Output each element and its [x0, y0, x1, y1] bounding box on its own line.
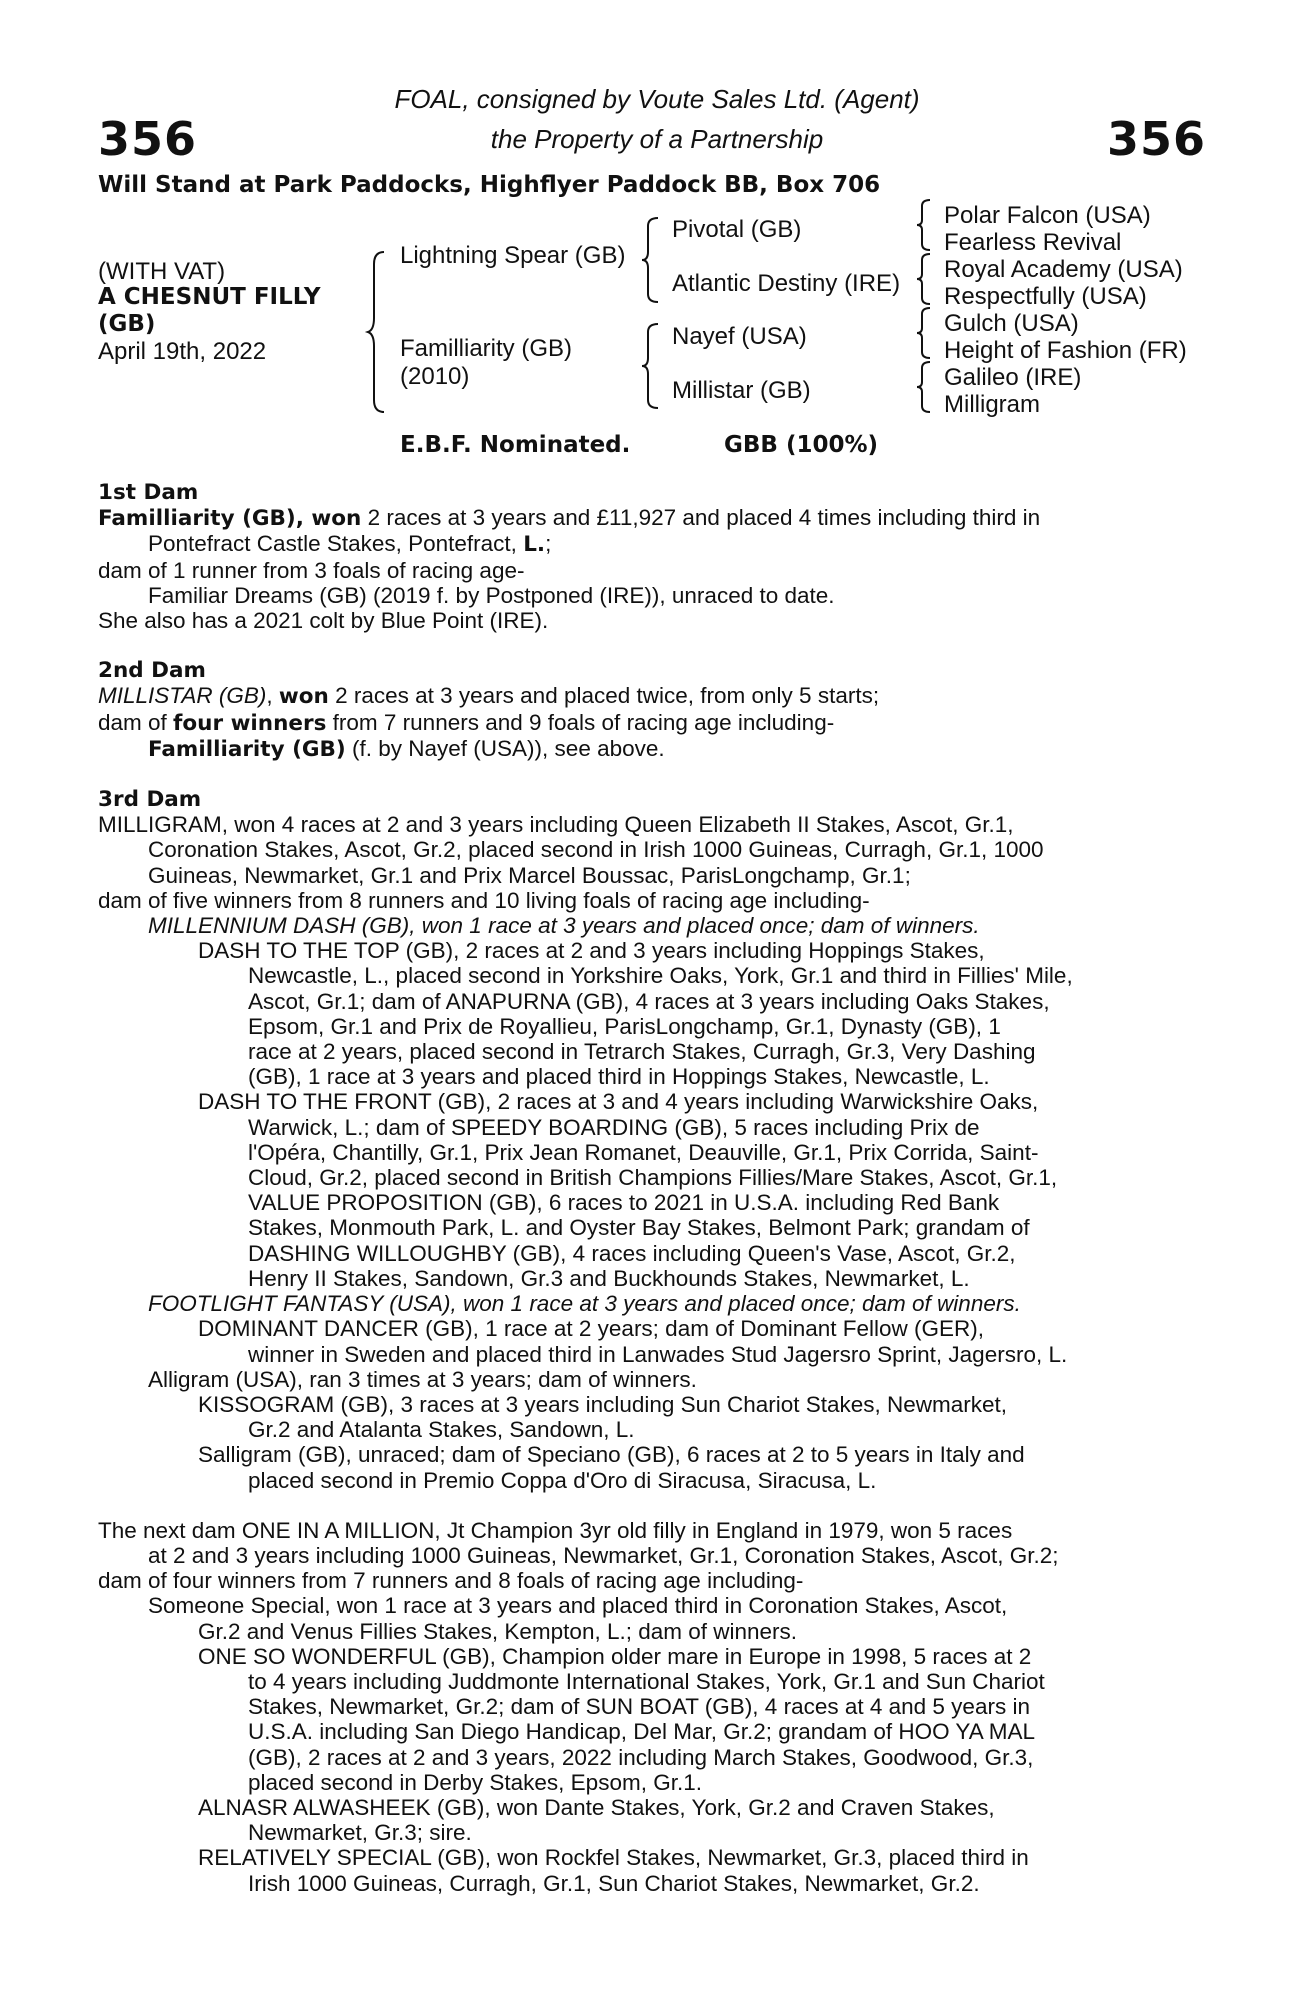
property-line: the Property of a Partnership	[490, 124, 824, 154]
pedigree-sss: Polar Falcon (USA)	[944, 202, 1151, 229]
next-dam-line: Someone Special, won 1 race at 3 years and placed third in Coronation Stakes, Ascot,	[148, 1593, 1008, 1619]
lot-number-right: 356	[1106, 112, 1206, 166]
third-dam-line: Warwick, L.; dam of SPEEDY BOARDING (GB), 5 races including Prix de	[248, 1114, 980, 1140]
pedigree-sire-dam: Atlantic Destiny (IRE)	[672, 270, 901, 297]
next-dam-line: Stakes, Newmarket, Gr.2; dam of SUN BOAT (GB), 4 races at 4 and 5 years in	[248, 1694, 1030, 1720]
pedigree-ssd: Fearless Revival	[944, 229, 1122, 256]
pedigree-dam: Familliarity (GB)	[400, 335, 572, 362]
next-dam-line: placed second in Derby Stakes, Epsom, Gr.1.	[248, 1769, 702, 1795]
pedigree-bracket-2b	[644, 324, 664, 408]
pedigree-sire-sire: Pivotal (GB)	[672, 216, 802, 243]
pedigree-dds: Galileo (IRE)	[944, 364, 1082, 391]
first-dam-line-3: dam of 1 runner from 3 foals of racing age-	[98, 557, 525, 583]
third-dam-line: l'Opéra, Chantilly, Gr.1, Prix Jean Romanet, Deauville, Gr.1, Prix Corrida, Saint-	[248, 1139, 1039, 1165]
pedigree-sds: Royal Academy (USA)	[944, 256, 1183, 283]
third-dam-line: Henry II Stakes, Sandown, Gr.3 and Buckhounds Stakes, Newmarket, L.	[248, 1265, 970, 1291]
third-dam-line: MILLIGRAM, won 4 races at 2 and 3 years including Queen Elizabeth II Stakes, Ascot, Gr.1,	[98, 812, 1014, 838]
pedigree-sire: Lightning Spear (GB)	[400, 242, 626, 269]
pedigree-dsd: Height of Fashion (FR)	[944, 337, 1187, 364]
third-dam-line: Cloud, Gr.2, placed second in British Champions Fillies/Mare Stakes, Ascot, Gr.1,	[248, 1165, 1058, 1191]
second-dam-line-2: dam of four winners from 7 runners and 9 foals of racing age including-	[98, 709, 835, 736]
pedigree-bracket-1	[370, 252, 390, 412]
foaling-date: April 19th, 2022	[98, 338, 267, 365]
third-dam-line: FOOTLIGHT FANTASY (USA), won 1 race at 3 years and placed once; dam of winners.	[148, 1291, 1021, 1317]
consignment-line: FOAL, consigned by Voute Sales Ltd. (Agent)	[394, 84, 920, 114]
produce-record	[98, 480, 1208, 1896]
pedigree-dss: Gulch (USA)	[944, 310, 1079, 337]
third-dam-line: Salligram (GB), unraced; dam of Speciano (GB), 6 races at 2 to 5 years in Italy and	[198, 1442, 1025, 1468]
third-dam-line: dam of five winners from 8 runners and 10 living foals of racing age including-	[98, 887, 870, 913]
third-dam-line: DOMINANT DANCER (GB), 1 race at 2 years; dam of Dominant Fellow (GER),	[198, 1316, 985, 1342]
pedigree-ddd: Milligram	[944, 391, 1040, 418]
next-dam-line: dam of four winners from 7 runners and 8 foals of racing age including-	[98, 1568, 804, 1594]
pedigree-bracket-3d	[918, 362, 936, 412]
next-dam-line: ONE SO WONDERFUL (GB), Champion older mare in Europe in 1998, 5 races at 2	[198, 1643, 1032, 1669]
third-dam-line: Coronation Stakes, Ascot, Gr.2, placed second in Irish 1000 Guineas, Curragh, Gr.1, 1000	[148, 837, 1044, 863]
third-dam-line: Ascot, Gr.1; dam of ANAPURNA (GB), 4 races at 3 years including Oaks Stakes,	[248, 988, 1050, 1014]
pedigree-dam-sire: Nayef (USA)	[672, 323, 807, 350]
first-dam-line-5: She also has a 2021 colt by Blue Point (IRE).	[98, 608, 549, 634]
stand-location: Will Stand at Park Paddocks, Highflyer Paddock BB, Box 706	[98, 172, 881, 198]
third-dam-line: DASH TO THE TOP (GB), 2 races at 2 and 3 years including Hoppings Stakes,	[198, 938, 985, 964]
third-dam-line: DASH TO THE FRONT (GB), 2 races at 3 and 4 years including Warwickshire Oaks,	[198, 1089, 1039, 1115]
third-dam-line: race at 2 years, placed second in Tetrarch Stakes, Curragh, Gr.3, Very Dashing	[248, 1039, 1036, 1065]
third-dam-heading: 3rd Dam	[98, 787, 202, 813]
next-dam-line: The next dam ONE IN A MILLION, Jt Champion 3yr old filly in England in 1979, won 5 races	[98, 1517, 1013, 1543]
second-dam-line-1: MILLISTAR (GB), won 2 races at 3 years and placed twice, from only 5 starts;	[98, 683, 880, 710]
horse-name-country: (GB)	[98, 311, 156, 337]
next-dam-line: (GB), 2 races at 2 and 3 years, 2022 including March Stakes, Goodwood, Gr.3,	[248, 1744, 1034, 1770]
third-dam-line: VALUE PROPOSITION (GB), 6 races to 2021 in U.S.A. including Red Bank	[248, 1190, 1000, 1216]
third-dam-line: DASHING WILLOUGHBY (GB), 4 races including Queen's Vase, Ascot, Gr.2,	[248, 1240, 1016, 1266]
pedigree-bracket-3b	[918, 254, 936, 304]
third-dam-line: (GB), 1 race at 3 years and placed third in Hoppings Stakes, Newcastle, L.	[248, 1064, 990, 1090]
pedigree-bracket-3c	[918, 308, 936, 358]
vat-label: (WITH VAT)	[98, 258, 226, 285]
first-dam-line-1: Familliarity (GB), won 2 races at 3 years and £11,927 and placed 4 times including third in	[98, 505, 1041, 532]
next-dam-line: RELATIVELY SPECIAL (GB), won Rockfel Stakes, Newmarket, Gr.3, placed third in	[198, 1845, 1029, 1871]
first-dam-heading: 1st Dam	[98, 480, 199, 505]
ebf-note: E.B.F. Nominated.	[400, 432, 631, 458]
second-dam-heading: 2nd Dam	[98, 658, 206, 684]
second-dam-line-3: Familliarity (GB) (f. by Nayef (USA)), see above.	[148, 735, 665, 762]
lot-number-left: 356	[98, 112, 198, 166]
pedigree-bracket-3a	[918, 200, 936, 250]
horse-name: A CHESNUT FILLY	[98, 284, 321, 310]
pedigree-dam-dam: Millistar (GB)	[672, 377, 811, 404]
third-dam-line: Gr.2 and Atalanta Stakes, Sandown, L.	[248, 1417, 635, 1443]
next-dam-line: at 2 and 3 years including 1000 Guineas, Newmarket, Gr.1, Coronation Stakes, Ascot, Gr.2;	[148, 1542, 1059, 1568]
next-dam-line: Gr.2 and Venus Fillies Stakes, Kempton, L.; dam of winners.	[198, 1618, 798, 1644]
third-dam-line: Stakes, Monmouth Park, L. and Oyster Bay Stakes, Belmont Park; grandam of	[248, 1215, 1030, 1241]
third-dam-line: MILLENNIUM DASH (GB), won 1 race at 3 years and placed once; dam of winners.	[148, 913, 980, 939]
next-dam-line: to 4 years including Juddmonte International Stakes, York, Gr.1 and Sun Chariot	[248, 1668, 1045, 1694]
next-dam-line: U.S.A. including San Diego Handicap, Del Mar, Gr.2; grandam of HOO YA MAL	[248, 1719, 1036, 1745]
third-dam-line: winner in Sweden and placed third in Lanwades Stud Jagersro Sprint, Jagersro, L.	[248, 1341, 1068, 1367]
third-dam-line: placed second in Premio Coppa d'Oro di Siracusa, Siracusa, L.	[248, 1467, 877, 1493]
next-dam-line: Newmarket, Gr.3; sire.	[248, 1820, 472, 1846]
next-dam-line: ALNASR ALWASHEEK (GB), won Dante Stakes, York, Gr.2 and Craven Stakes,	[198, 1794, 995, 1820]
third-dam-line: KISSOGRAM (GB), 3 races at 3 years including Sun Chariot Stakes, Newmarket,	[198, 1391, 1008, 1417]
third-dam-line: Newcastle, L., placed second in Yorkshire Oaks, York, Gr.1 and third in Fillies' Mile,	[248, 963, 1073, 989]
pedigree-dam-year: (2010)	[400, 363, 470, 390]
third-dam-line: Alligram (USA), ran 3 times at 3 years; dam of winners.	[148, 1366, 697, 1392]
first-dam-line-4: Familiar Dreams (GB) (2019 f. by Postponed (IRE)), unraced to date.	[148, 582, 835, 608]
gbb-note: GBB (100%)	[724, 432, 879, 458]
third-dam-line: Epsom, Gr.1 and Prix de Royallieu, ParisLongchamp, Gr.1, Dynasty (GB), 1	[248, 1013, 1001, 1039]
next-dam-line: Irish 1000 Guineas, Curragh, Gr.1, Sun Chariot Stakes, Newmarket, Gr.2.	[248, 1870, 980, 1896]
pedigree-sdd: Respectfully (USA)	[944, 283, 1147, 310]
pedigree-bracket-2a	[644, 218, 664, 302]
third-dam-line: Guineas, Newmarket, Gr.1 and Prix Marcel Boussac, ParisLongchamp, Gr.1;	[148, 862, 911, 888]
first-dam-line-2: Pontefract Castle Stakes, Pontefract, L.;	[148, 531, 552, 558]
